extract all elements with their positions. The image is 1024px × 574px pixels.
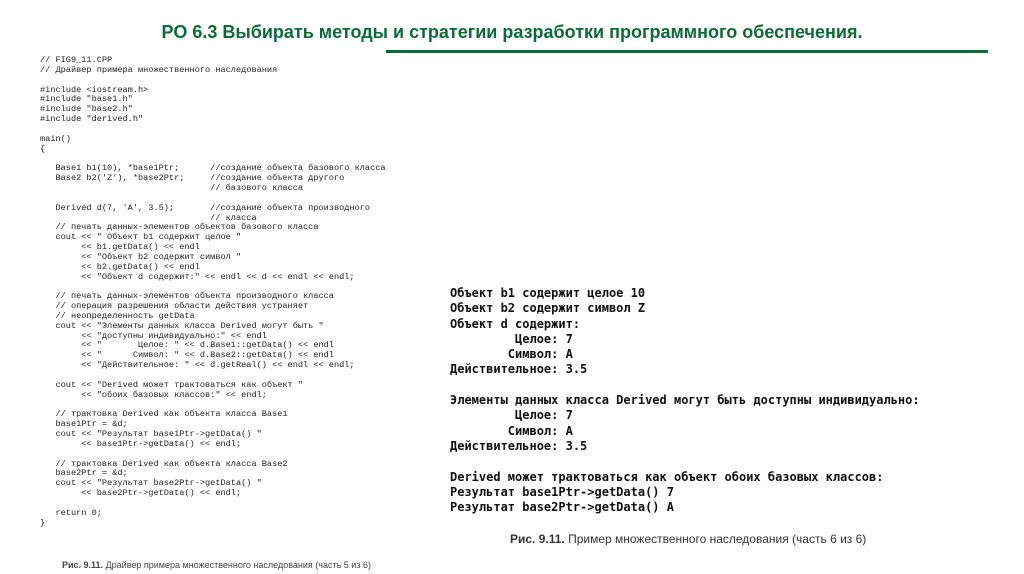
listing-caption-text: Драйвер примера множественного наследования (часть 5 из 6) — [103, 560, 371, 570]
title-underline — [386, 50, 988, 53]
output-caption — [510, 532, 866, 546]
output-caption-label: Рис. 9.11. — [510, 532, 565, 546]
listing-caption-label: Рис. 9.11. — [62, 560, 104, 570]
program-output: Объект b1 содержит целое 10 Объект b2 содержит символ Z Объект d содержит: Целое: 7 Символ: A Действительное: 3.5 Элементы данных класса Derived могут быть доступны индивидуально: Целое: 7 Символ: A Действительное: 3.5 Derived может трактоваться как объект обоих базовых классов: Результат base1Ptr->getData() 7 Результат base2Ptr->getData() A — [450, 286, 920, 515]
slide-title: РО 6.3 Выбирать методы и стратегии разработки программного обеспечения. — [161, 22, 863, 42]
listing-caption — [62, 560, 371, 570]
output-caption-text: Пример множественного наследования (часть 6 из 6) — [564, 532, 867, 546]
code-listing: // FIG9_11.CPP // Драйвер примера множественного наследования #include <iostream.h> #include "base1.h" #include "base2.h" #include "derived.h" main() { Base1 b1(10), *base1Ptr; //создание объекта базового класса Base2 b2('Z'), *base2Ptr; //создание объекта другого // базового класса Derived d(7, 'A', 3.5); //создание объекта производного // класса // печать данных-элементов объектов базового класса cout << " Объект b1 содержит целое " << b1.getData() << endl << "Объект b2 содержит символ " << b2.getData() << endl << "Объект d содержит:" << endl << d << endl << endl; // печать данных-элементов объекта производного класса // операция разрешения области действия устраняет // неопределенность getData cout << "Элементы данных класса Derived могут быть " << "доступны индивидуально:" << endl << " Целое: " << d.Base1::getData() << endl << " Символ: " << d.Base2::getData() << endl << "Действительное: " << d.getReal() << endl << endl; cout << "Derived может трактоваться как объект " << "обоих базовых классов:" << endl; // трактовка Derived как объекта класса Base1 base1Ptr = &d; cout << "Результат base1Ptr->getData() " << base1Ptr->getData() << endl; // трактовка Derived как объекта класса Base2 base2Ptr = &d; cout << "Результат base2Ptr->getData() " << base2Ptr->getData() << endl; return 0; } — [40, 55, 386, 528]
